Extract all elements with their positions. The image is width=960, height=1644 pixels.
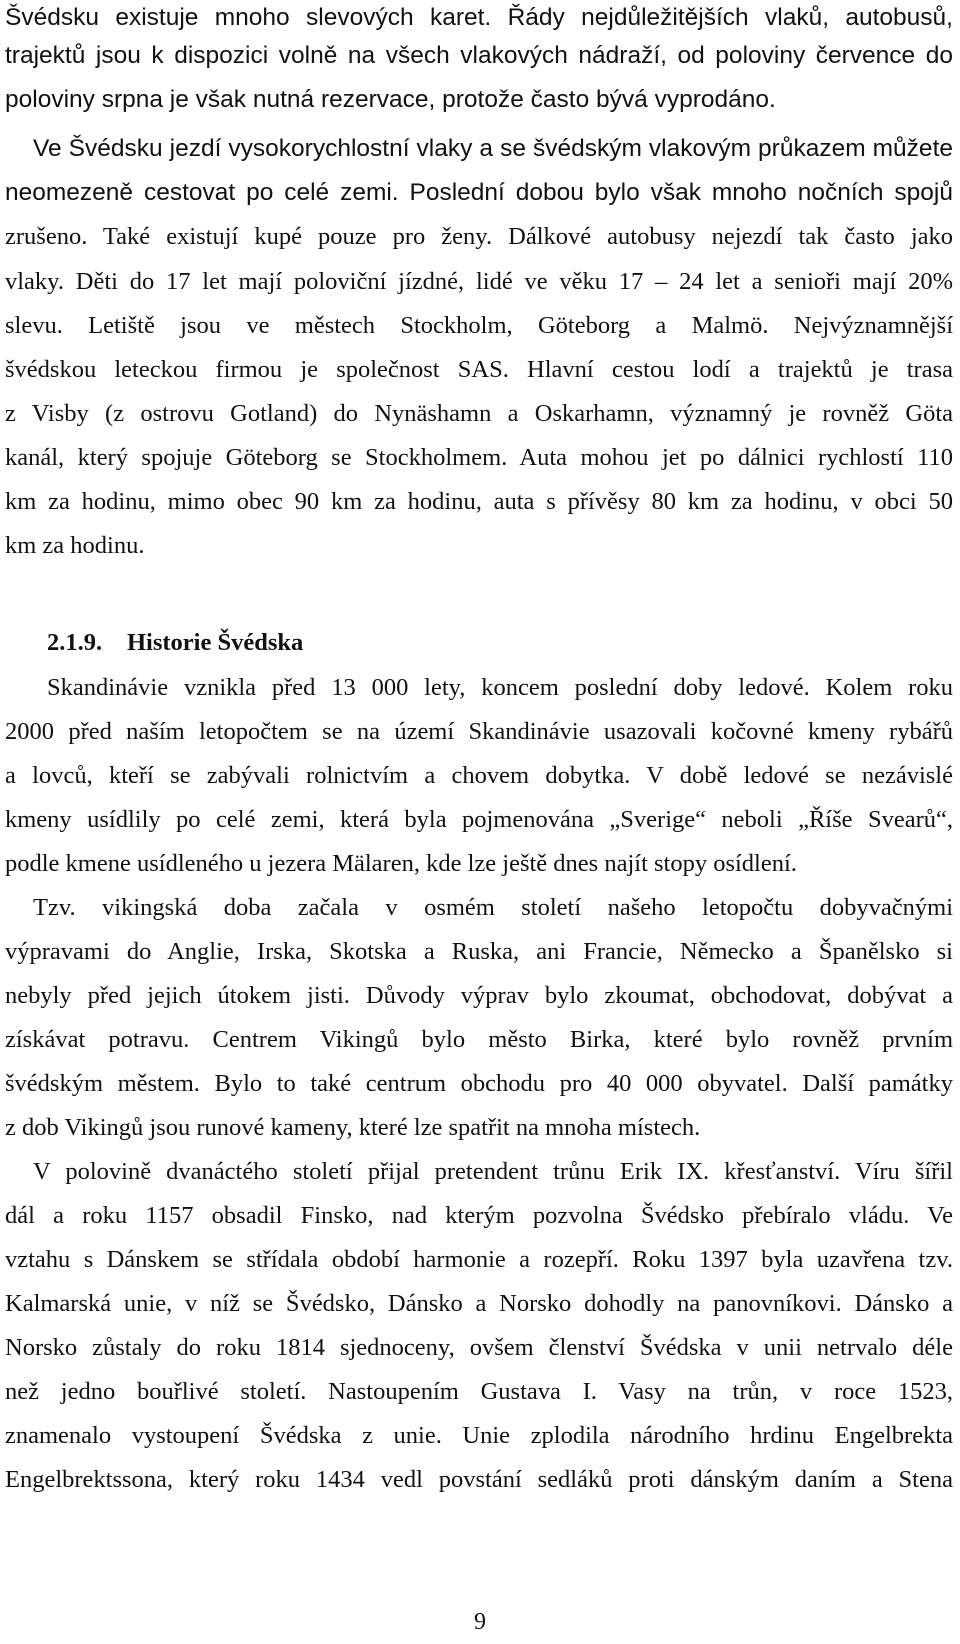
text-line: poloviny srpna je však nutná rezervace, protože často bývá vyprodáno.: [5, 86, 776, 113]
text-line: znamenalo vystoupení Švédska z unie. Unie zplodila národního hrdinu Engelbrekta: [5, 1422, 953, 1449]
text-line: km za hodinu.: [5, 532, 145, 559]
text-line: zrušeno. Také existují kupé pouze pro ženy. Dálkové autobusy nejezdí tak často jako: [5, 223, 953, 250]
page-number: 9: [474, 1609, 486, 1635]
text-line: než jedno bouřlivé století. Nastoupením Gustava I. Vasy na trůn, v roce 1523,: [5, 1378, 953, 1405]
text-line: slevu. Letiště jsou ve městech Stockholm, Göteborg a Malmö. Nejvýznamnější: [5, 312, 953, 339]
text-line: získávat potravu. Centrem Vikingů bylo město Birka, které bylo rovněž prvním: [5, 1026, 953, 1053]
text-line: a lovců, kteří se zabývali rolnictvím a chovem dobytka. V době ledové se nezávislé: [5, 762, 953, 789]
text-line: Tzv. vikingská doba začala v osmém století našeho letopočtu dobyvačnými: [33, 894, 953, 921]
text-line: vztahu s Dánskem se střídala období harmonie a rozepří. Roku 1397 byla uzavřena tzv.: [5, 1246, 953, 1273]
section-heading: [47, 631, 303, 656]
text-line: vlaky. Děti do 17 let mají poloviční jízdné, lidé ve věku 17 – 24 let a senioři mají 20%: [5, 268, 953, 295]
text-line: Švédsku existuje mnoho slevových karet. Řády nejdůležitějších vlaků, autobusů,: [5, 4, 953, 31]
text-line: 2000 před naším letopočtem se na území Skandinávie usazovali kočovné kmeny rybářů: [5, 718, 953, 745]
text-line: švédskou leteckou firmou je společnost SAS. Hlavní cestou lodí a trajektů je trasa: [5, 356, 953, 383]
text-line: výpravami do Anglie, Irska, Skotska a Ruska, ani Francie, Německo a Španělsko si: [5, 938, 953, 965]
text-line: trajektů jsou k dispozici volně na všech vlakových nádraží, od poloviny července do: [5, 42, 953, 69]
section-title: Historie Švédska: [127, 629, 304, 656]
text-line: kanál, který spojuje Göteborg se Stockholmem. Auta mohou jet po dálnici rychlostí 110: [5, 444, 953, 471]
text-line: Engelbrektssona, který roku 1434 vedl povstání sedláků proti dánským daním a Stena: [5, 1466, 953, 1493]
text-line: Skandinávie vznikla před 13 000 lety, koncem poslední doby ledové. Kolem roku: [47, 674, 953, 701]
text-line: dál a roku 1157 obsadil Finsko, nad kterým pozvolna Švédsko přebíralo vládu. Ve: [5, 1202, 953, 1229]
text-line: Norsko zůstaly do roku 1814 sjednoceny, ovšem členství Švédska v unii netrvalo déle: [5, 1334, 953, 1361]
text-line: podle kmene usídleného u jezera Mälaren, kde lze ještě dnes najít stopy osídlení.: [5, 850, 797, 877]
text-line: neomezeně cestovat po celé zemi. Poslední dobou bylo však mnoho nočních spojů: [5, 179, 953, 206]
text-line: z Visby (z ostrovu Gotland) do Nynäshamn a Oskarhamn, významný je rovněž Göta: [5, 400, 953, 427]
text-line: kmeny usídlily po celé zemi, která byla pojmenována „Sverige“ neboli „Říše Svearů“,: [5, 806, 953, 833]
text-line: Kalmarská unie, v níž se Švédsko, Dánsko a Norsko dohodly na panovníkovi. Dánsko a: [5, 1290, 953, 1317]
text-line: km za hodinu, mimo obec 90 km za hodinu, auta s přívěsy 80 km za hodinu, v obci 50: [5, 488, 953, 515]
text-line: Ve Švédsku jezdí vysokorychlostní vlaky a se švédským vlakovým průkazem můžete: [33, 135, 953, 162]
text-line: švédským městem. Bylo to také centrum obchodu pro 40 000 obyvatel. Další památky: [5, 1070, 953, 1097]
section-number: 2.1.9.: [47, 629, 103, 656]
text-line: z dob Vikingů jsou runové kameny, které lze spatřit na mnoha místech.: [5, 1114, 701, 1141]
text-line: nebyly před jejich útokem jisti. Důvody výprav bylo zkoumat, obchodovat, dobývat a: [5, 982, 953, 1009]
text-line: V polovině dvanáctého století přijal pretendent trůnu Erik IX. křesťanství. Víru šířil: [33, 1158, 953, 1185]
